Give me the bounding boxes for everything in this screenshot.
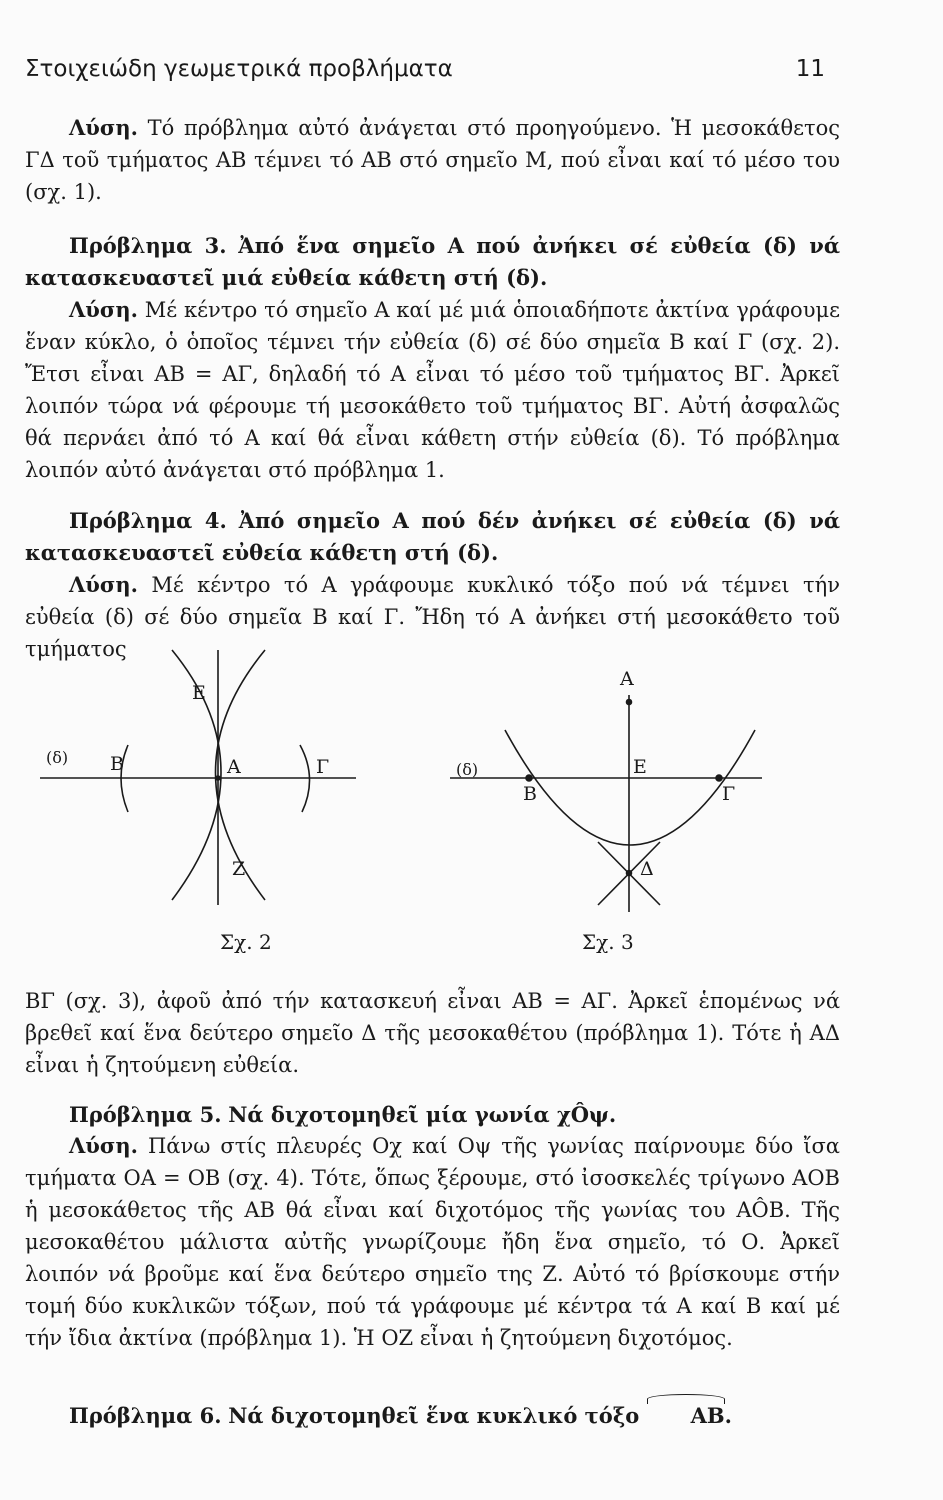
problem3-label: Πρόβλημα 3. <box>69 233 227 258</box>
point-b <box>526 775 532 781</box>
solution-label: Λύση. <box>69 115 138 140</box>
fig2-label-line: (δ) <box>46 748 69 767</box>
problem5-solution-angle: ΑÔΒ <box>736 1198 785 1222</box>
problem6-label: Πρόβλημα 6. <box>69 1403 222 1428</box>
point-d <box>627 871 632 876</box>
solution-label: Λύση. <box>69 297 138 322</box>
point-g <box>716 775 722 781</box>
fig3-label-line: (δ) <box>456 760 479 779</box>
header-title: Στοιχειώδη γεωμετρικά προβλήματα <box>25 56 453 82</box>
fig3-label-b: Β <box>523 783 537 805</box>
page-number: 11 <box>795 56 825 82</box>
problem3-statement: Ἀπό ἕνα σημεῖο Α πού ἀνήκει σέ εὐθεία (δ) νά κατασκευαστεῖ μιά εὐθεία κάθετη στή (δ). <box>25 233 840 290</box>
fig2-caption: Σχ. 2 <box>220 930 272 954</box>
problem5-statement: Νά διχοτομηθεῖ μία γωνία <box>228 1102 557 1127</box>
problem5-angle: χÔψ <box>556 1102 609 1127</box>
fig2-label-e: Ε <box>192 682 206 704</box>
fig3-label-d: Δ <box>640 858 654 880</box>
solution-label: Λύση. <box>69 572 138 597</box>
problem5-solution <box>25 1130 840 1354</box>
fig3-caption: Σχ. 3 <box>582 930 634 954</box>
problem4-label: Πρόβλημα 4. <box>69 508 227 533</box>
fig3-label-e: Ε <box>633 756 647 778</box>
problem6-arc: ΑΒ <box>647 1400 725 1432</box>
point-a <box>627 700 632 705</box>
fig3-label-g: Γ <box>722 783 736 805</box>
problem6-statement: Νά διχοτομηθεῖ ἕνα κυκλικό τόξο <box>228 1403 647 1428</box>
problem3-solution-text: Μέ κέντρο τό σημεῖο Α καί μέ μιά ὁποιαδήποτε ἀκτίνα γράφουμε ἕναν κύκλο, ὁ ὁποῖος τέμνει τήν εὐθεία (δ) σέ δύο σημεῖα Β καί Γ (σχ. 2). Ἔτσι εἶναι ΑΒ = ΑΓ, δηλαδή τό Α εἶναι τό μέσο τοῦ τμήματος ΒΓ. Ἀρκεῖ λοιπόν τώρα νά φέρουμε τή μεσοκάθετο τοῦ τμήματος ΒΓ. Αὐτή ἀσφαλῶς θά περνάει ἀπό τό Α καί θά εἶναι κάθετη στήν εὐθεία (δ). Τό πρόβλημα λοιπόν αὐτό ἀνάγεται στό πρόβλημα 1. <box>25 298 840 482</box>
problem5-statement-end: . <box>608 1102 617 1127</box>
problem4-continuation: ΒΓ (σχ. 3), ἀφοῦ ἀπό τήν κατασκευή εἶναι ΑΒ = ΑΓ. Ἀρκεῖ ἑπομένως νά βρεθεῖ καί ἕνα δεύτερο σημεῖο Δ τῆς μεσοκαθέτου (πρόβλημα 1). Τότε ἡ ΑΔ εἶναι ἡ ζητούμενη εὐθεία. <box>25 989 840 1077</box>
problem6-heading <box>25 1400 840 1432</box>
point-a <box>216 776 220 780</box>
problem4-solution-text: Μέ κέντρο τό Α γράφουμε κυκλικό τόξο πού νά τέμνει τήν εὐθεία (δ) σέ δύο σημεῖα Β καί Γ. Ἤδη τό Α ἀνήκει στή μεσοκάθετο τοῦ τμήματος <box>25 573 840 661</box>
fig2-label-z: Ζ <box>232 858 246 880</box>
fig2-label-a: Α <box>227 756 241 778</box>
solution-label: Λύση. <box>69 1133 138 1158</box>
problem5-heading <box>25 1099 840 1131</box>
fig2-label-g: Γ <box>316 756 330 778</box>
problem4-statement: Ἀπό σημεῖο Α πού δέν ἀνήκει σέ εὐθεία (δ) νά κατασκευαστεῖ εὐθεία κάθετη στή (δ). <box>25 508 840 565</box>
figure-3-drawing <box>450 695 762 912</box>
problem5-label: Πρόβλημα 5. <box>69 1102 222 1127</box>
block1-text: Τό πρόβλημα αὐτό ἀνάγεται στό προηγούμενο. Ἡ μεσοκάθετος ΓΔ τοῦ τμήματος ΑΒ τέμνει τό ΑΒ στό σημεῖο Μ, πού εἶναι καί τό μέσο του (σχ. 1). <box>25 116 840 204</box>
fig3-label-a: Α <box>620 668 634 690</box>
problem5-solution-part2: . Τῆς μεσοκαθέτου μάλιστα αὐτῆς γνωρίζουμε ἤδη ἕνα σημεῖο, τό Ο. Ἀρκεῖ λοιπόν νά βροῦμε καί ἕνα δεύτερο σημεῖο της Ζ. Αὐτό τό βρίσκουμε στήν τομή δύο κυκλικῶν τόξων, πού τά γράφουμε μέ κέντρα τά Α καί Β καί μέ τήν ἴδια ἀκτίνα (πρόβλημα 1). Ἡ ΟΖ εἶναι ἡ ζητούμενη διχοτόμος. <box>25 1198 840 1350</box>
fig2-label-b: Β <box>110 753 124 775</box>
problem5-solution-part1: Πάνω στίς πλευρές Οχ καί Οψ τῆς γωνίας παίρνουμε δύο ἴσα τμήματα ΟΑ = ΟΒ (σχ. 4). Τότε, ὅπως ξέρουμε, στό ἰσοσκελές τρίγωνο ΑΟΒ ἡ μεσοκάθετος τῆς ΑΒ θά εἶναι καί διχοτόμος τῆς γωνίας του <box>25 1134 840 1222</box>
problem6-statement-end: . <box>724 1403 732 1428</box>
arc-from-a <box>505 730 755 845</box>
